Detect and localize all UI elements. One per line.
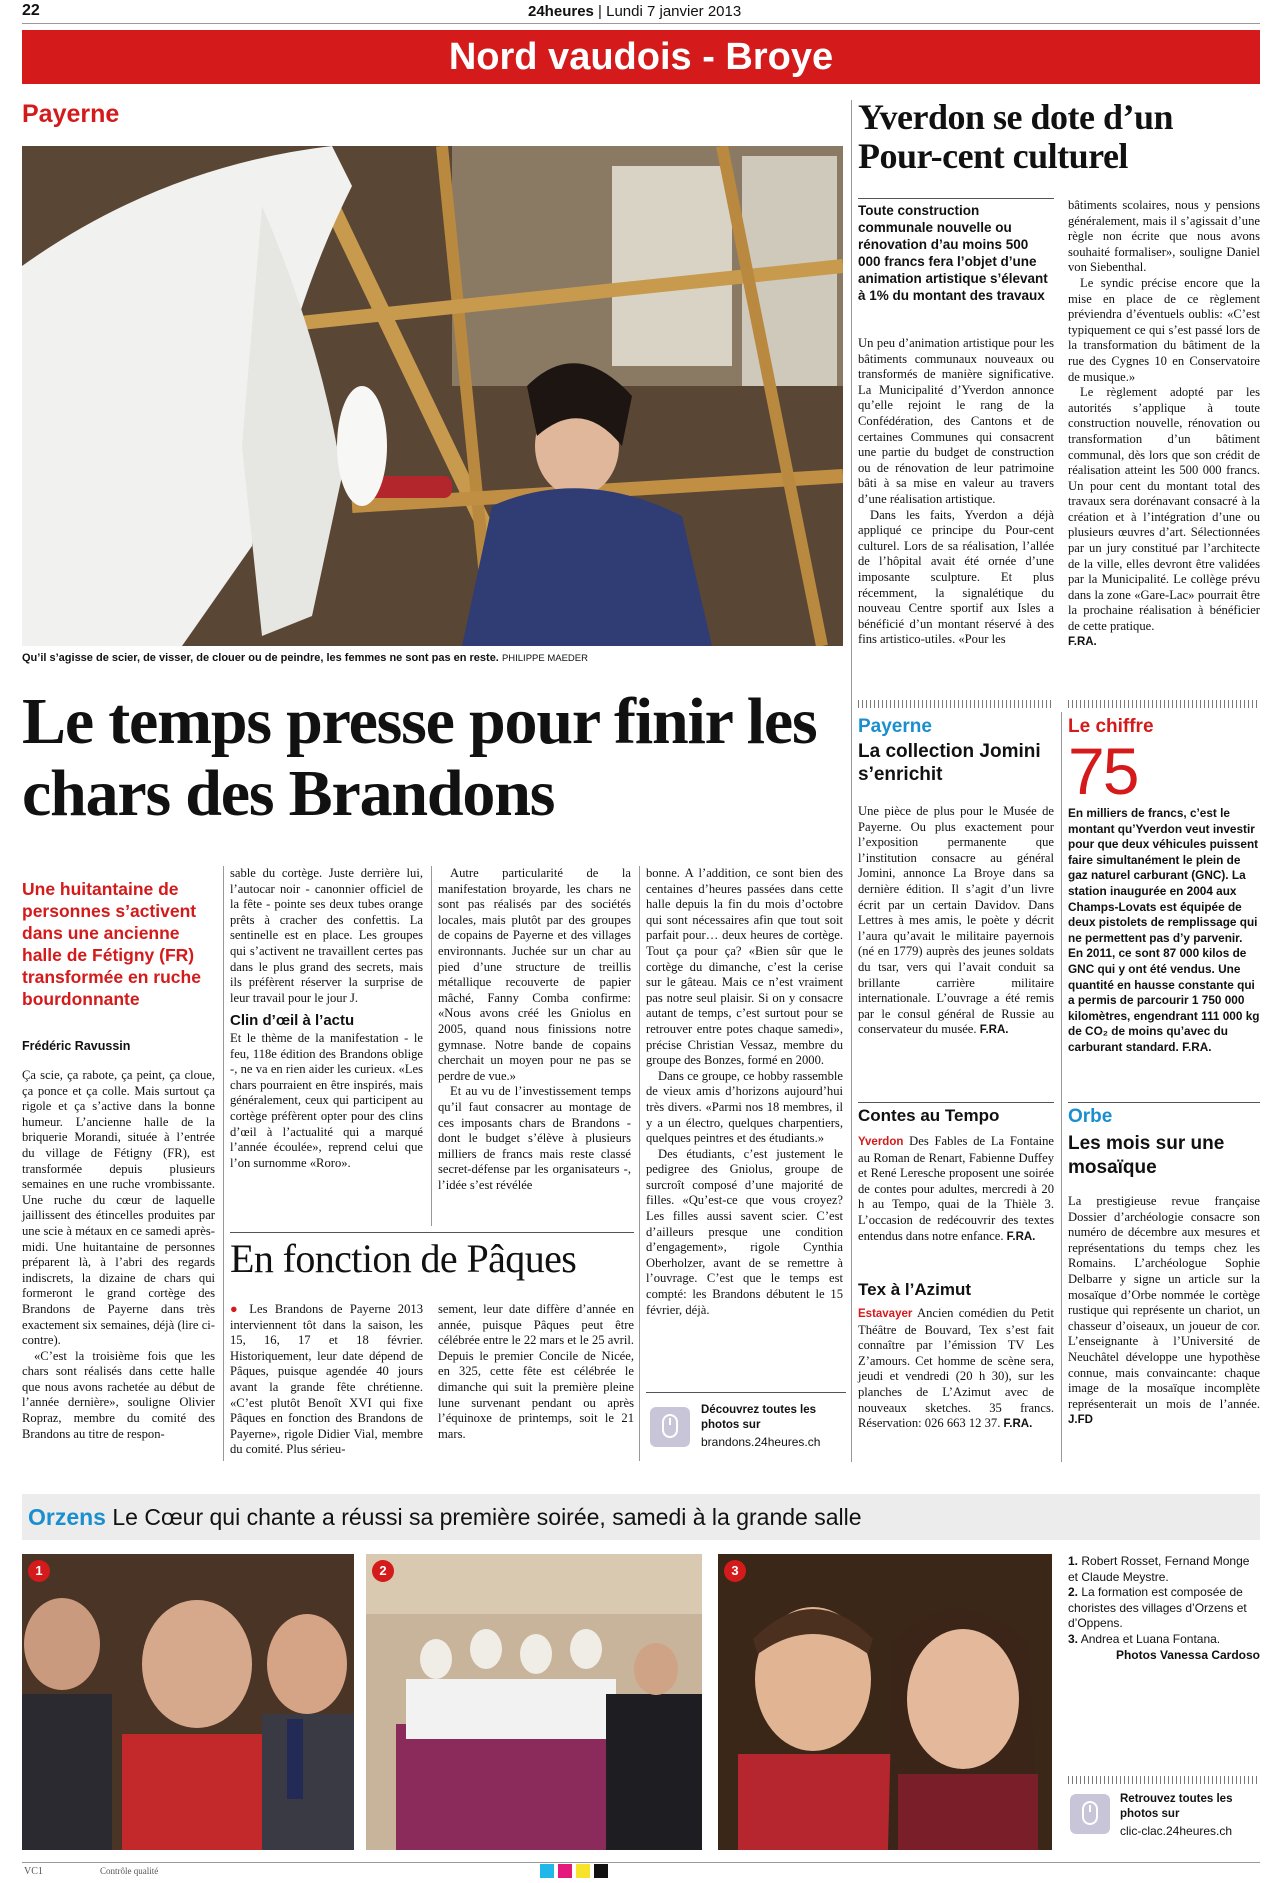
- paques-col-1-text: Les Brandons de Payerne 2013 interviennent tôt dans la saison, les 15, 16, 17 et 18 février. Historiquement, leur date dépend de Pâques, puisque agendée 40 jours avant la grande fête chrétienne. «C’est plutôt Benoît XVI qui fixe Pâques en fonction des Brandons de Payerne», rigole Didier Vial, membre du comité. Plus sérieu-: [230, 1302, 423, 1457]
- hatch-rule: [1068, 1776, 1260, 1784]
- column-separator: [223, 866, 224, 1461]
- caption-2-text: La formation est composée de choristes des villages d’Orzens et d’Oppens.: [1068, 1585, 1247, 1631]
- chiffre-kicker: Le chiffre: [1068, 716, 1154, 737]
- contes-signature: F.RA.: [1006, 1230, 1036, 1243]
- paper-name: 24heures: [528, 3, 594, 20]
- contes-place: Yverdon: [858, 1136, 904, 1148]
- promo-label: Découvrez toutes les photos sur: [701, 1404, 817, 1431]
- orbe-rule: [1068, 1102, 1260, 1103]
- yverdon-col-1-p2: Dans les faits, Yverdon a déjà appliqué ce principe du Pour-cent culturel. Lors de sa réalisation, l’allée de l’hôpital avait été ornée d’une imposante sculpture. Et plus récemment, la signalétique du nouveau Centre sportif aux Isles a bénéficié d’un montant réservé à des fins artistico-utiles. «Pour les: [858, 507, 1054, 647]
- paques-col-2: [438, 1302, 634, 1442]
- orbe-text: [1068, 1194, 1260, 1429]
- column-separator: [431, 866, 432, 1226]
- workshop-photo-illustration: [22, 146, 843, 646]
- contes-title: Contes au Tempo: [858, 1106, 1000, 1125]
- jomini-kicker: Payerne: [858, 716, 932, 737]
- caption-text: Qu’il s’agisse de scier, de visser, de clouer ou de peindre, les femmes ne sont pas en reste.: [22, 652, 499, 664]
- main-col-4-p3: Des étudiants, c’est justement le pedigree des Gniolus, groupe de surcroît composé d’une majorité de filles. «Qu’est-ce que vous croyez? Les filles aussi savent scier. C’est d’ailleurs presque une condition d’engagement», rigole Cynthia Oberholzer, avant de se remettre à l’ouvrage. C’est que le temps est compté: les Brandons débutent le 15 février, déjà.: [646, 1146, 843, 1317]
- contes-body: Des Fables de La Fontaine au Roman de Renart, Fabienne Duffey et René Leresche proposent une soirée de contes pour adultes, mercredi à 20 h au Tempo, quai de la Thièle 3. L’occasion de redécouvrir des textes entendus dans notre enfance.: [858, 1134, 1054, 1243]
- promo-url[interactable]: clic-clac.24heures.ch: [1120, 1824, 1233, 1838]
- cyan-swatch: [540, 1864, 554, 1878]
- main-col-4: [646, 866, 843, 1318]
- orzens-photo-3: [718, 1554, 1052, 1850]
- orbe-kicker: Orbe: [1068, 1106, 1113, 1127]
- main-col-2-p1: sable du cortège. Juste derrière lui, l’autocar noir - canonnier officiel de la fête - pointe ses deux tubes orange prêts à cracher des confettis. La sentinelle est en place. Les groupes qui s’activent ne travaillent certes pas dans le plus grand des secrets, mais ils préfèrent réserver la surprise de leur travail pour le jour J.: [230, 866, 423, 1005]
- azimut-signature: F.RA.: [1003, 1418, 1033, 1431]
- azimut-title: Tex à l’Azimut: [858, 1280, 972, 1299]
- main-col-3-p2: Et au vu de l’investissement temps qu’il faut consacrer au montage de ces imposants chars de Brandons - dont le budget s’élève à plusieurs milliers de francs mais reste classé secret-défense par les organisateurs -, l’idée s’est révélée: [438, 1084, 631, 1192]
- elderly-men-photo-illustration: [22, 1554, 354, 1850]
- orzens-banner: [22, 1494, 1260, 1540]
- jomini-signature: F.RA.: [979, 1024, 1009, 1037]
- jomini-brief: [858, 716, 1054, 786]
- main-col-2: [230, 866, 423, 1171]
- promo-label: Retrouvez toutes les photos sur: [1120, 1793, 1233, 1820]
- orzens-photo-1: [22, 1554, 354, 1850]
- header-rule: [22, 23, 1260, 24]
- black-swatch: [594, 1864, 608, 1878]
- contes-text: [858, 1134, 1054, 1245]
- caption-2-num: 2.: [1068, 1585, 1079, 1600]
- page-number: 22: [22, 2, 40, 19]
- yverdon-col-2: [1068, 198, 1260, 650]
- main-col-1: [22, 1068, 215, 1442]
- caption-3: [1068, 1632, 1260, 1648]
- caption-2: [1068, 1585, 1260, 1632]
- column-separator: [639, 866, 640, 1461]
- orzens-photo-2: [366, 1554, 702, 1850]
- chiffre-text: [1068, 806, 1260, 1056]
- children-photo-illustration: [718, 1554, 1052, 1850]
- main-col-3: [438, 866, 631, 1193]
- azimut-place: Estavayer: [858, 1308, 913, 1320]
- color-registration-marks: [540, 1864, 620, 1878]
- subhead: Clin d’œil à l’actu: [230, 1012, 355, 1030]
- column-separator: [851, 100, 852, 1462]
- yverdon-col-1-p1: Un peu d’animation artistique pour les bâtiments communaux nouveaux ou transformés de manière significative. La Municipalité d’Yverdon annonce qu’elle rejoint le rang de la Confédération, des Cantons et de certaines Communes qui consacrent une partie du budget de construction ou de rénovation de leur patrimoine bâti à sa mise en valeur au travers d’une réalisation artistique.: [858, 336, 1054, 506]
- yverdon-col-2-p3: Le règlement adopté par les autorités s’applique à toute construction nouvelle, rénovation ou transformation d’un bâtiment communal, dès lors que son crédit de réalisation atteint les 500 000 francs. Un pour cent du montant total des travaux sera dorénavant consacré à la création et à l’intégration d’une ou plusieurs œuvres d’art. Sélectionnées par un jury constitué par l’architecte de la ville, elles devront être validées par la Municipalité. Le collège prévu dans la zone «Gare-Lac» pourrait être la prochaine réalisation à bénéficier de cette pratique.: [1068, 385, 1260, 634]
- byline: Frédéric Ravussin: [22, 1039, 131, 1053]
- masthead: [528, 3, 741, 20]
- azimut-body: Ancien comédien du Petit Théâtre de Bouvard, Tex s’est fait connaître par l’émission TV Les Z’amours. Cet homme de scène sera, jeudi et vendredi (20 h 30), sur les planches de L’Azimut avec de nouveaux sketches. 35 francs. Réservation: 026 663 12 37.: [858, 1306, 1054, 1431]
- orzens-headline: Le Cœur qui chante a réussi sa première soirée, samedi à la grande salle: [112, 1504, 862, 1530]
- main-col-4-p1: bonne. A l’addition, ce sont bien des centaines d’heures passées dans cette halle depuis la fin du mois d’octobre qui sont nécessaires afin que tout soit parfait pour… deux heures de cortège. Tout ça pour ça? «Bien sûr que le cortège du dimanche, c’est la cerise sur le gâteau. Mais ce n’est vraiment pas notre seul plaisir. Si on y consacre autant de temps, c’est surtout pour se retrouver entre potes chaque samedi», précise Christian Vessaz, membre du groupe des Bonzes, formé en 2000.: [646, 866, 843, 1068]
- column-separator: [1061, 712, 1062, 1462]
- chiffre-body: En milliers de francs, c’est le montant qu’Yverdon veut investir pour que deux véhicules puissent faire simultanément le plein de gaz naturel carburant (GNC). La station inaugurée en 2004 aux Champs-Lovats est équipée de deux pistolets de remplissage qui ne permettent pas d’y parvenir. En 2011, ce sont 87 000 kilos de GNC qui y ont été vendus. Une quantité en hausse constante qui a permis de parcourir 1 750 000 kilomètres, engendrant 111 000 kg de CO₂ de moins qu’avec du carburant standard.: [1068, 806, 1260, 1054]
- yverdon-rule: [858, 198, 1054, 199]
- main-col-1-p1: Ça scie, ça rabote, ça peint, ça cloue, ça ponce et ça colle. Mais surtout ça rigole et ça s’active dans la bonne humeur. L’ancienne halle de la briquerie Morandi, située à l’entrée du village de Fétigny (FR), est transformée depuis plusieurs semaines en une ruche vrombissante. Une ruche du cœur de laquelle jaillissent des étincelles produites par une scie à métaux en ce samedi après-midi. Une huitantaine de personnes préparent là, à l’abri des regards indiscrets, la dizaine de chars qui formeront le grand cortège des Brandons de Payerne dans très exactement six semaines, déjà (lire ci-contre).: [22, 1068, 215, 1348]
- caption-1: [1068, 1554, 1260, 1585]
- yverdon-col-2-p1: bâtiments scolaires, nous y pensions généralement, mais il s’agissait d’une règle non écrite que nous avons souhaité formaliser», souligne Daniel von Siebenthal.: [1068, 198, 1260, 275]
- main-col-2-p2: Et le thème de la manifestation - le feu, 118e édition des Brandons oblige -, ne va en rien aider les curieux. «Les chars pourraient en être inspirés, mais généralement, ceux qui participent au cortège préfèrent opter pour des clins d’œil à l’actualité qui a marqué l’année écoulée», reprend celui que l’on surnomme «Roro».: [230, 1030, 423, 1170]
- photo-credit: PHILIPPE MAEDER: [501, 653, 588, 664]
- main-headline: Le temps presse pour finir les chars des Brandons: [22, 685, 817, 830]
- photo-badge-2: 2: [372, 1560, 394, 1582]
- caption-1-text: Robert Rosset, Fernand Monge et Claude Meystre.: [1068, 1554, 1250, 1584]
- orbe-body: La prestigieuse revue française Dossier d’archéologie consacre son numéro de décembre aux mesures et représentations du temps chez les Romains. L’archéologue Sophie Delbarre y signe un article sur la mosaïque d’Orbe nommée le cortège rustique qui représente un chariot, un chasseur d’oiseaux, un joueur de cor. L’enseignante à l’Université de Neuchâtel développe une hypothèse connue, mais convaincante: chaque image de la mosaïque incomplète représenterait un mois de l’année.: [1068, 1194, 1260, 1411]
- photo-credit-orzens: Photos Vanessa Cardoso: [1115, 1647, 1260, 1662]
- choir-photo-illustration: [366, 1554, 702, 1850]
- orbe-signature: J.FD: [1068, 1414, 1093, 1427]
- main-photo: [22, 146, 843, 646]
- yverdon-signature: F.RA.: [1068, 635, 1097, 648]
- magenta-swatch: [558, 1864, 572, 1878]
- bullet-icon: ●: [230, 1302, 250, 1316]
- promo-url[interactable]: brandons.24heures.ch: [701, 1435, 821, 1449]
- issue-date: | Lundi 7 janvier 2013: [598, 3, 742, 20]
- orzens-place: Orzens: [28, 1504, 106, 1530]
- yverdon-col-2-p2: Le syndic précise encore que la mise en place de ce règlement préviendra d’éventuels oublis: «C’est typiquement ce qui s’est passé lors de la transformation du bâtiment de la rue des Cygnes 10 en Conservatoire de musique.»: [1068, 275, 1260, 384]
- hatch-rule: [858, 700, 1054, 708]
- yverdon-lead: Toute construction communale nouvelle ou rénovation d’au moins 500 000 francs fera l’objet d’une animation artistique s’élevant à 1% du montant des travaux: [858, 203, 1048, 303]
- azimut-text: [858, 1306, 1054, 1433]
- main-photo-caption: [22, 652, 843, 664]
- mouse-icon: [650, 1407, 690, 1447]
- main-lead: Une huitantaine de personnes s’activent dans une ancienne halle de Fétigny (FR) transformée en ruche bourdonnante: [22, 879, 201, 1009]
- caption-3-text: Andrea et Luana Fontana.: [1080, 1631, 1221, 1646]
- main-col-1-p2: «C’est la troisième fois que les chars sont réalisés dans cette halle que nous avons rachetée au début de l’année dernière», souligne Olivier Ropraz, membre du comité des Brandons au titre de respon-: [22, 1348, 215, 1441]
- section-banner: Nord vaudois - Broye: [22, 30, 1260, 84]
- photo-badge-3: 3: [724, 1560, 746, 1582]
- orzens-captions: [1068, 1554, 1260, 1663]
- jomini-title: La collection Jomini s’enrichit: [858, 741, 1041, 785]
- main-col-4-p2: Dans ce groupe, ce hobby rassemble de vieux amis d’horizons aujourd’hui très divers. «Parmi nos 18 membres, il y a un électro, quelques charpentiers, quelques peintres et des étudiants.»: [646, 1068, 843, 1146]
- paques-col-2-text: sement, leur date diffère d’année en année, puisque Pâques peut être célébrée entre le 22 mars et le 25 avril. Depuis le premier Concile de Nicée, en 325, cette fête est célébrée le dimanche qui suit la première pleine lune survenant pendant ou après l’équinoxe de printemps, soit le 21 mars.: [438, 1302, 634, 1441]
- hatch-rule: [1068, 700, 1260, 708]
- jomini-body: Une pièce de plus pour le Musée de Payerne. Ou plus exactement pour l’exposition permanente que l’institution consacre au général Jomini, annonce La Broye dans sa dernière édition. Il s’agit d’un livre écrit par un certain Davidov. Dans Lettres à mes amis, le poète y décrit l’aura qu’avait le militaire payernois (né en 1779) auprès des jeunes soldats du tsar, vers qui l’avait conduit sa brillante carrière militaire internationale. L’ouvrage a été remis par le consul général de Russie au conservateur du musée.: [858, 804, 1054, 1037]
- yverdon-headline: Yverdon se dote d’un Pour-cent culturel: [858, 97, 1174, 176]
- paques-col-1: [230, 1302, 423, 1458]
- jomini-text: [858, 804, 1054, 1039]
- caption-1-num: 1.: [1068, 1554, 1079, 1568]
- mouse-icon: [1070, 1794, 1110, 1834]
- contes-rule: [858, 1102, 1054, 1103]
- chiffre-signature: F.RA.: [1182, 1039, 1212, 1054]
- main-kicker: Payerne: [22, 100, 120, 128]
- yellow-swatch: [576, 1864, 590, 1878]
- orbe-title: Les mois sur une mosaïque: [1068, 1133, 1225, 1178]
- footer-control: Contrôle qualité: [100, 1866, 159, 1876]
- footer-code: VC1: [24, 1866, 43, 1877]
- main-col-3-p1: Autre particularité de la manifestation broyarde, les chars ne sont pas réalisés par des sociétés locales, mais plutôt par des groupes de copains de Payerne et des villages environnants. Juchée sur un char au pied d’une structure de treillis métallique recouverte de papier mâché, Fanny Comba confirme: «Nous avons créé les Gniolus en 2005, quand nous finissions notre gymnase. Notre bande de copains cherchait un moyen pour ne pas se perdre de vue.»: [438, 866, 631, 1083]
- chiffre-number: 75: [1068, 734, 1138, 808]
- paques-box: [230, 1232, 634, 1462]
- yverdon-col-1: [858, 336, 1054, 648]
- caption-3-num: 3.: [1068, 1631, 1079, 1646]
- paques-title: En fonction de Pâques: [230, 1236, 577, 1281]
- clicclac-web-promo[interactable]: [1068, 1790, 1260, 1844]
- photo-badge-1: 1: [28, 1560, 50, 1582]
- footer-rule: [22, 1862, 1260, 1863]
- brandons-web-promo[interactable]: [646, 1392, 846, 1461]
